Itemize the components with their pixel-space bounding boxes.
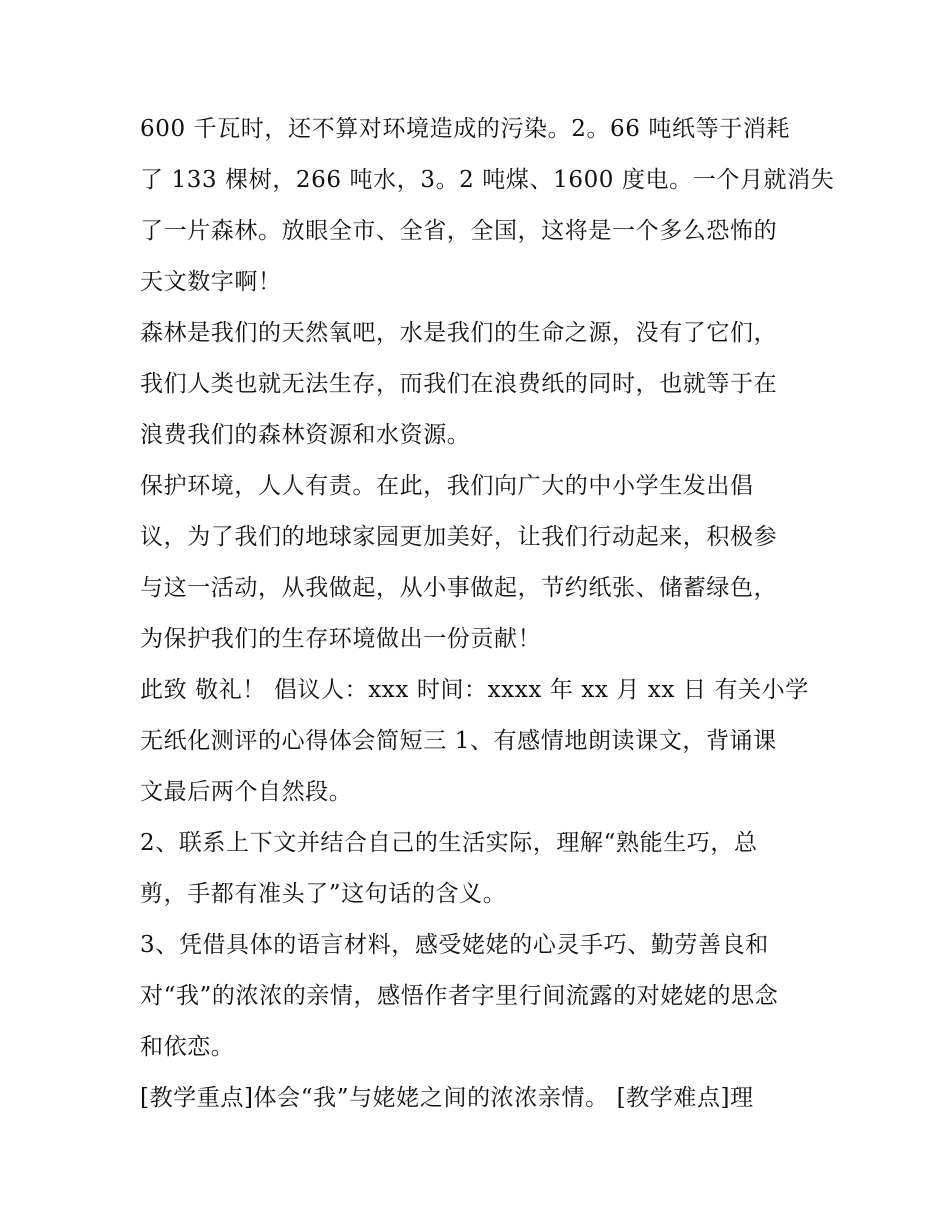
- text-line: 600 千瓦时，还不算对环境造成的污染。2。66 吨纸等于消耗: [140, 116, 791, 142]
- text-line: 2、联系上下文并结合自己的生活实际，理解“熟能生巧，总: [140, 830, 758, 856]
- text-line: 我们人类也就无法生存，而我们在浪费纸的同时，也就等于在: [140, 371, 778, 397]
- text-line: 与这一活动，从我做起，从小事做起，节约纸张、储蓄绿色，: [140, 575, 778, 601]
- text-line: 剪，手都有准头了”这句话的含义。: [140, 881, 507, 907]
- text-line: 3、凭借具体的语言材料，感受姥姥的心灵手巧、勤劳善良和: [140, 932, 769, 958]
- text-line: 无纸化测评的心得体会简短三 1、有感情地朗读课文，背诵课: [140, 728, 777, 754]
- text-line: 了一片森林。放眼全市、全省，全国，这将是一个多么恐怖的: [140, 218, 778, 244]
- text-line: [教学重点]体会“我”与姥姥之间的浓浓亲情。 [教学难点]理: [140, 1085, 754, 1111]
- text-line: 森林是我们的天然氧吧，水是我们的生命之源，没有了它们，: [140, 320, 778, 346]
- text-line: 对“我”的浓浓的亲情，感悟作者字里行间流露的对姥姥的思念: [140, 983, 779, 1009]
- text-line: 文最后两个自然段。: [140, 779, 353, 805]
- text-line: 保护环境，人人有责。在此，我们向广大的中小学生发出倡: [140, 473, 754, 499]
- text-line: 浪费我们的森林资源和水资源。: [140, 422, 471, 448]
- text-line: 此致 敬礼！ 倡议人：xxx 时间：xxxx 年 xx 月 xx 日 有关小学: [140, 677, 809, 703]
- text-line: 了 133 棵树，266 吨水，3。2 吨煤、1600 度电。一个月就消失: [140, 167, 835, 193]
- text-line: 和依恋。: [140, 1034, 235, 1060]
- body-text: [140, 104, 835, 1124]
- text-line: 为保护我们的生存环境做出一份贡献！: [140, 626, 542, 652]
- text-line: 天文数字啊！: [140, 269, 282, 295]
- text-line: 议，为了我们的地球家园更加美好，让我们行动起来，积极参: [140, 524, 778, 550]
